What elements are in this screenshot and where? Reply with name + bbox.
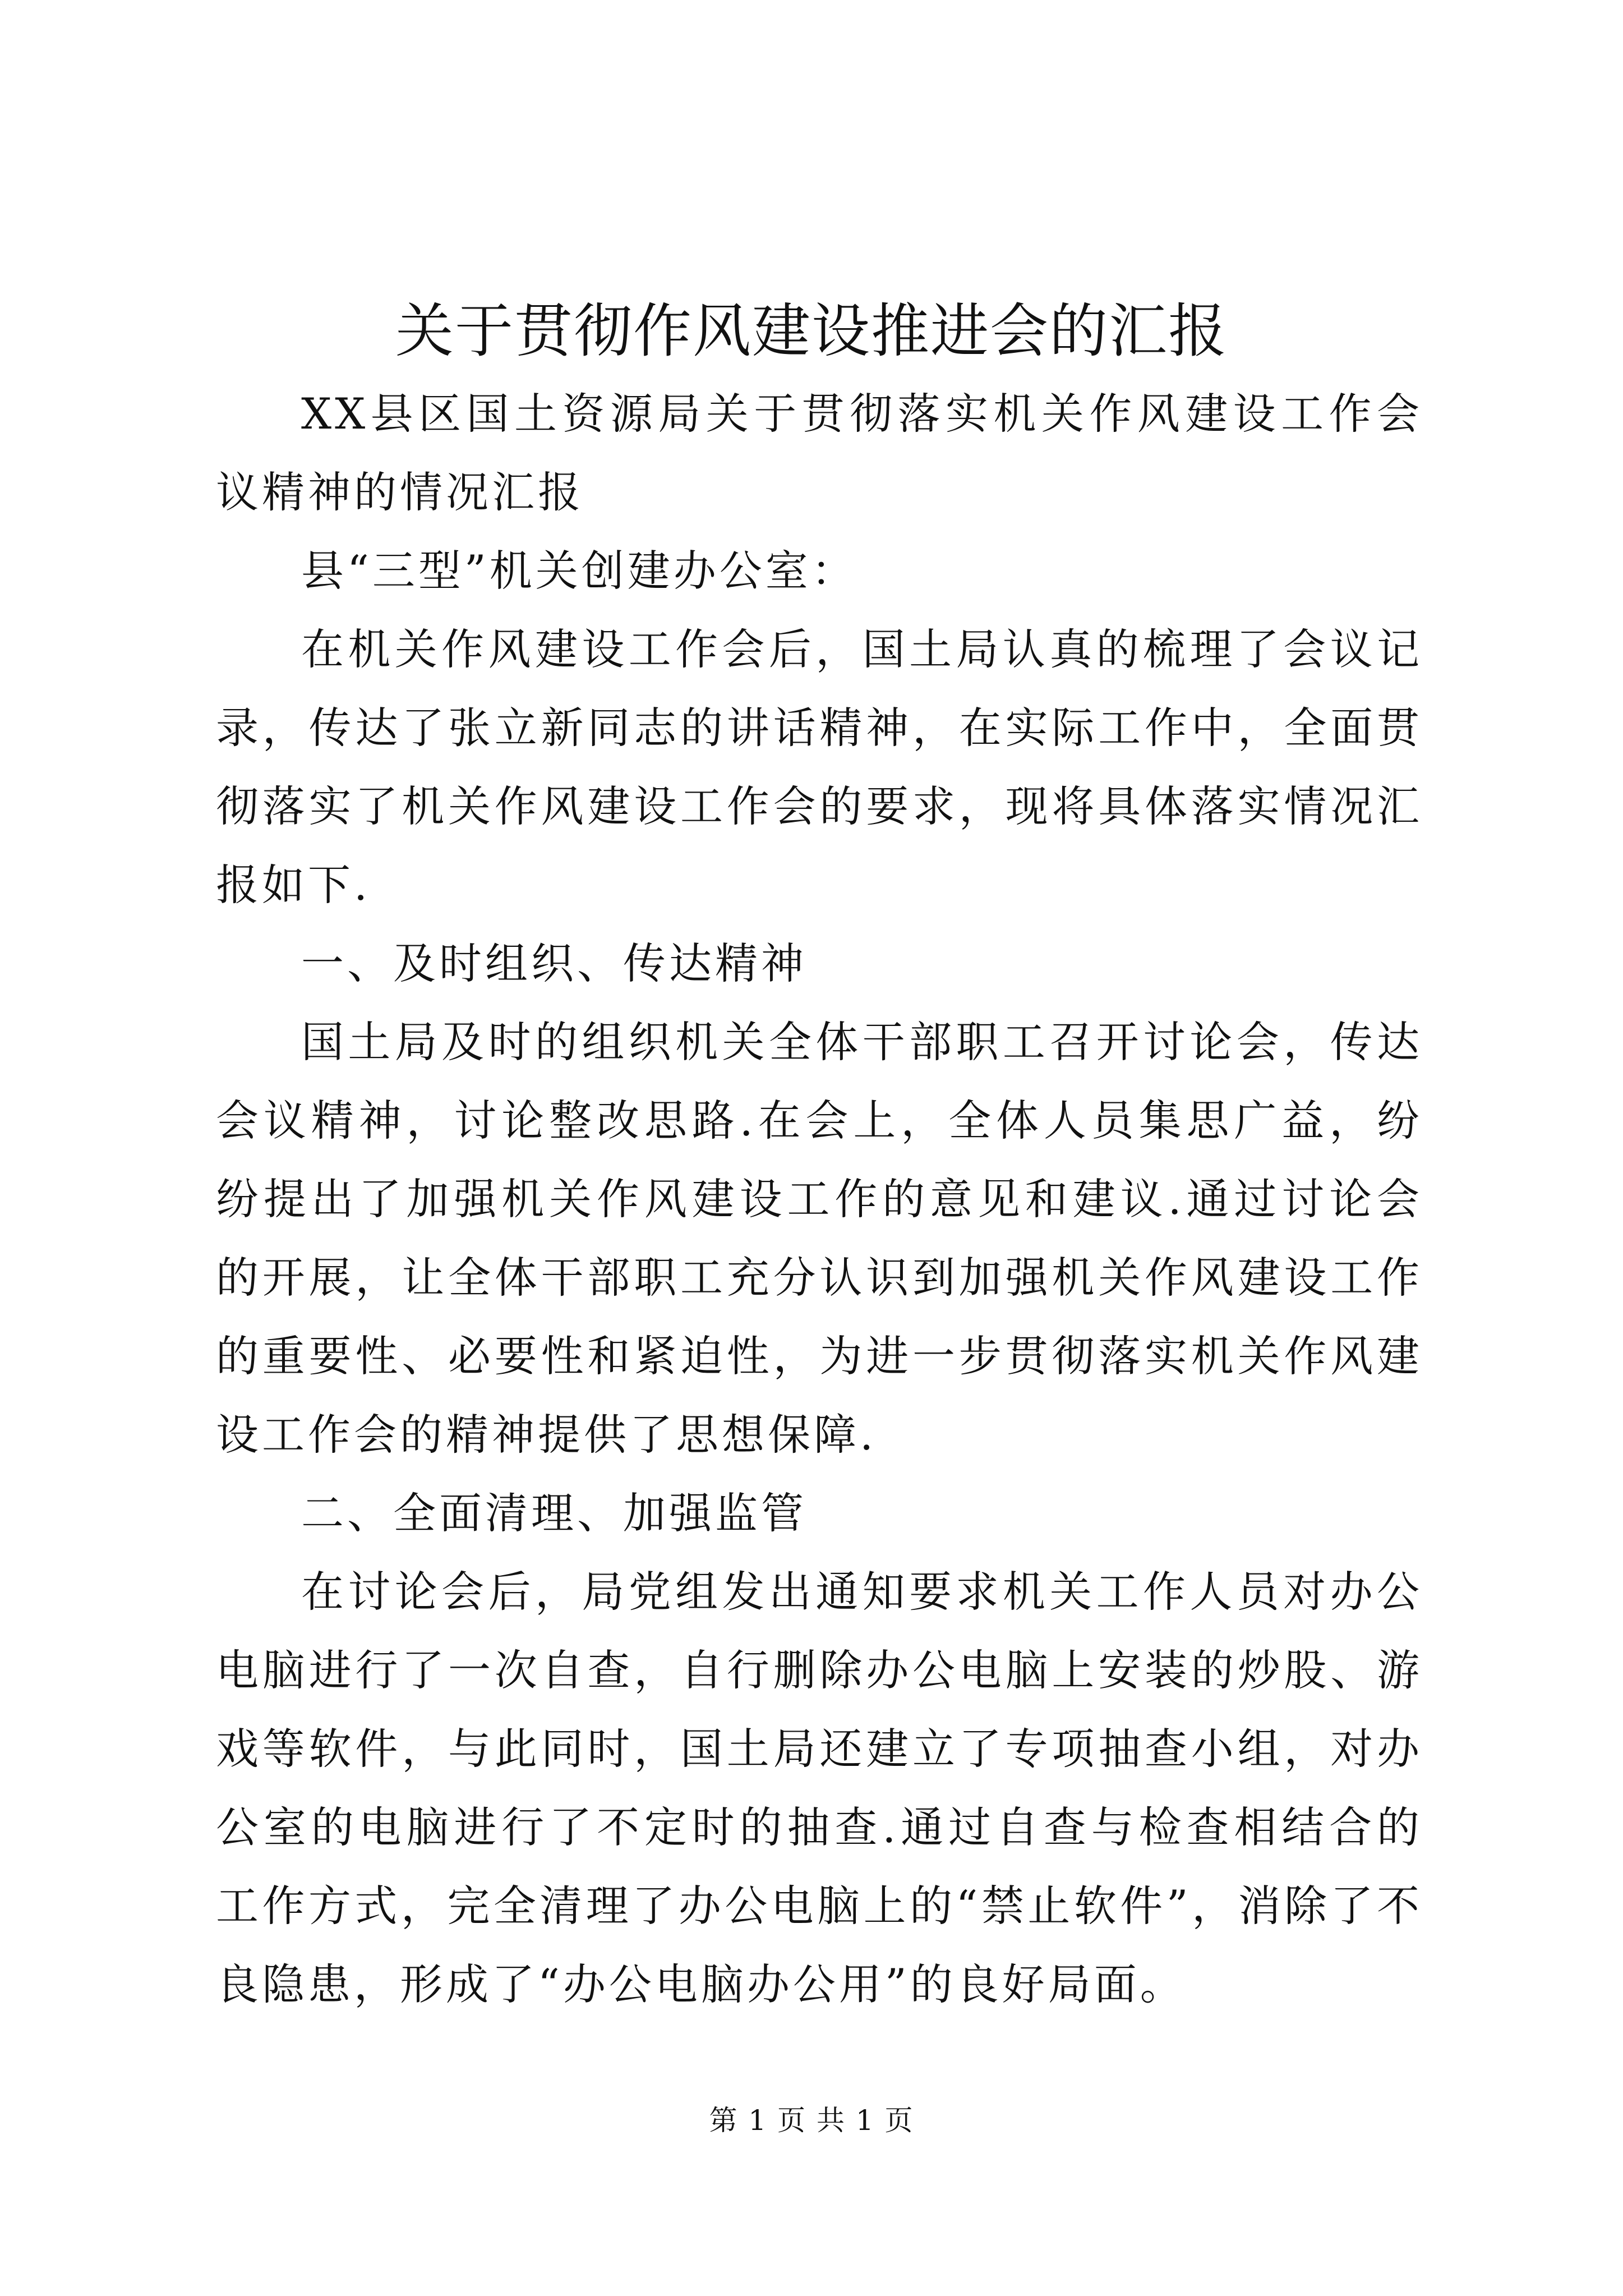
section-heading-2: 二、全面清理、加强监管 [301,1488,807,1538]
page-footer: 第 1 页 共 1 页 [709,2104,914,2137]
paragraph-intro: 在机关作风建设工作会后，国土局认真的梳理了会议记录，传达了张立新同志的讲话精神，在实际工作中，全面贯彻落实了机关作风建设工作会的要求，现将具体落实情况汇报如下. [216,624,1423,910]
paragraph-subject: XX县区国土资源局关于贯彻落实机关作风建设工作会议精神的情况汇报 [216,389,1423,517]
paragraph-section-2: 在讨论会后，局党组发出通知要求机关工作人员对办公电脑进行了一次自查，自行删除办公电脑上安装的炒股、游戏等软件，与此同时，国土局还建立了专项抽查小组，对办公室的电脑进行了不定时的抽查.通过自查与检查相结合的工作方式，完全清理了办公电脑上的“禁止软件”，消除了不良隐患，形成了“办公电脑办公用”的良好局面。 [216,1567,1423,2009]
section-heading-1: 一、及时组织、传达精神 [301,938,807,988]
paragraph-salutation: 县“三型”机关创建办公室： [301,546,857,596]
paragraph-section-1: 国土局及时的组织机关全体干部职工召开讨论会，传达会议精神，讨论整改思路.在会上，全体人员集思广益，纷纷提出了加强机关作风建设工作的意见和建议.通过讨论会的开展，让全体干部职工充分认识到加强机关作风建设工作的重要性、必要性和紧迫性，为进一步贯彻落实机关作风建设工作会的精神提供了思想保障. [216,1017,1423,1460]
document-body [216,375,1423,2024]
document-title: 关于贯彻作风建设推进会的汇报 [395,297,1228,365]
